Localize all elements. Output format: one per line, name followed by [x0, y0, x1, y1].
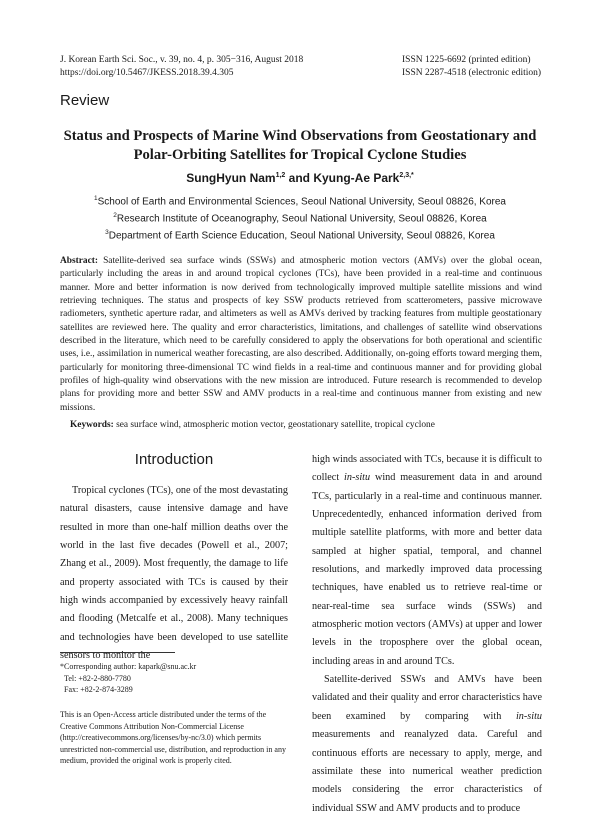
title-line-1: Status and Prospects of Marine Wind Observations from Geostationary and [63, 128, 537, 144]
affiliation-1 [0, 192, 600, 209]
author-list [0, 171, 600, 185]
intro-p2-text-b: measurements and reanalyzed data. Careful and continuous efforts are necessary to apply, merge, and assimilate these into numerical weather prediction models considering the error characteristics of individual SSW and AMV products and to produce [312, 729, 542, 814]
affiliation-1-number: 1 [93, 195, 98, 202]
abstract [60, 255, 542, 415]
keywords-label: Keywords: [70, 420, 114, 430]
affiliation-2-text: Research Institute of Oceanography, Seoul National University, Seoul 08826, Korea [116, 213, 487, 225]
corresponding-tel: Tel: +82-2-880-7780 [64, 673, 131, 683]
intro-p1-text-a: high winds associated with TCs, because it is difficult to collect [312, 454, 542, 484]
intro-p1-text-b: wind measurement data in and around TCs, particularly in a real-time and continuous manner. Unprecedentedly, enhanced information derived from multiple satellite platforms, with more and better data sampled at higher spatial, temporal, and channel resolutions, and markedly improved data processing techniques, have enabled us to retrieve real-time or near-real-time sea surface winds (SSWs) and atmospheric motion vectors (AMVs) at upper and lower levels in the troposphere over the global ocean, including areas in and around TCs. [312, 472, 542, 667]
paper-title [50, 127, 550, 165]
author-2-affil: 2,3,* [399, 172, 414, 179]
issn-electronic: ISSN 2287-4518 (electronic edition) [402, 68, 542, 78]
author-1-affil: 1,2 [275, 172, 286, 179]
affiliation-3-text: Department of Earth Science Education, Seoul National University, Seoul 08826, Korea [108, 229, 495, 241]
affiliation-2-number: 2 [113, 211, 117, 219]
article-type: Review [60, 92, 110, 109]
intro-p2-text-a: Satellite-derived SSWs and AMVs have been validated and their quality and error characteristics have been examined by comparing with [312, 674, 542, 722]
affiliations [0, 192, 600, 242]
affiliation-3 [0, 226, 600, 243]
issn-block [402, 54, 541, 80]
keywords [70, 419, 542, 432]
corresponding-author: *Corresponding author: kapark@snu.ac.kr [60, 662, 197, 671]
abstract-label: Abstract: [60, 256, 99, 266]
intro-paragraph-2 [312, 671, 542, 818]
keywords-text: sea surface wind, atmospheric motion vector, geostationary satellite, tropical cyclone [113, 420, 435, 430]
journal-citation: J. Korean Earth Sci. Soc., v. 39, no. 4, p. 305−316, August 2018 [60, 55, 304, 65]
author-2: Kyung-Ae Park [313, 171, 400, 185]
journal-citation-block [60, 54, 303, 80]
issn-print: ISSN 1225-6692 (printed edition) [402, 55, 531, 65]
author-conjunction: and [285, 171, 314, 185]
intro-paragraph-1: Tropical cyclones (TCs), one of the most devastating natural disasters, cause intensive damage and have resulted in more than one-half million deaths over the world in the last five decades (Powell et al., 2007; Zhang et al., 2009). Most frequently, the damage to life and property associated with TCs is caused by their high winds accompanied by excessively heavy rainfall and flooding (Metcalfe et al., 2008). Many techniques and technologies have been developed to use satellite sensors to monitor the [60, 485, 288, 662]
footnote-divider [60, 652, 175, 653]
doi-link[interactable]: https://doi.org/10.5467/JKESS.2018.39.4.305 [60, 68, 234, 78]
affiliation-2 [0, 209, 600, 226]
affiliation-1-text: School of Earth and Environmental Sciences, Seoul National University, Seoul 08826, Korea [97, 196, 506, 208]
intro-right-column [312, 451, 542, 818]
corresponding-author-note [60, 661, 292, 696]
intro-p1-insitu: in-situ [344, 472, 371, 484]
license-note: This is an Open-Access article distributed under the terms of the Creative Commons Attribution Non-Commercial License (http://creativecommons.org/licenses/by-nc/3.0) which permits unrestricted non-commercial use, distribution, and reproduction in any medium, provided the original work is properly cited. [60, 710, 286, 766]
affiliation-3-number: 3 [105, 228, 109, 236]
author-1: SungHyun Nam [186, 171, 276, 185]
intro-paragraph-1-continued [312, 451, 542, 671]
title-line-2: Polar-Orbiting Satellites for Tropical Cyclone Studies [133, 147, 467, 163]
intro-p2-insitu: in-situ [515, 710, 542, 722]
abstract-text: Satellite-derived sea surface winds (SSWs) and atmospheric motion vectors (AMVs) over the global ocean, particularly including the areas in and around tropical cyclones (TCs), have been provided in a real-time and continuous manner. More and better information is now derived from technologically improved multiple satellite missions and wind retrieving techniques. The status and prospects of key SSW products retrieved from scatterometers, passive microwave radiometers, synthetic aperture radar, and altimeters as well as AMVs derived by tracking features from multiple geostationary satellites are reviewed here. The quality and error characteristics, limitations, and challenges of satellite wind observations described in the literature, which need to be carefully considered to apply the observations for both operational and scientific uses, i.e., assimilation in numerical weather forecasting, are also described. Additionally, on-going efforts toward merging them, particularly for monitoring three-dimensional TC wind fields in a real-time and continuous manner and for providing global profiles of high-quality wind observations with the new mission are introduced. Future research is recommended to develop plans for providing more and better SSW and AMV products in a real-time and continuous manner from existing and new missions. [60, 256, 542, 413]
introduction-heading: Introduction [134, 451, 214, 468]
corresponding-fax: Fax: +82-2-874-3289 [64, 685, 133, 695]
